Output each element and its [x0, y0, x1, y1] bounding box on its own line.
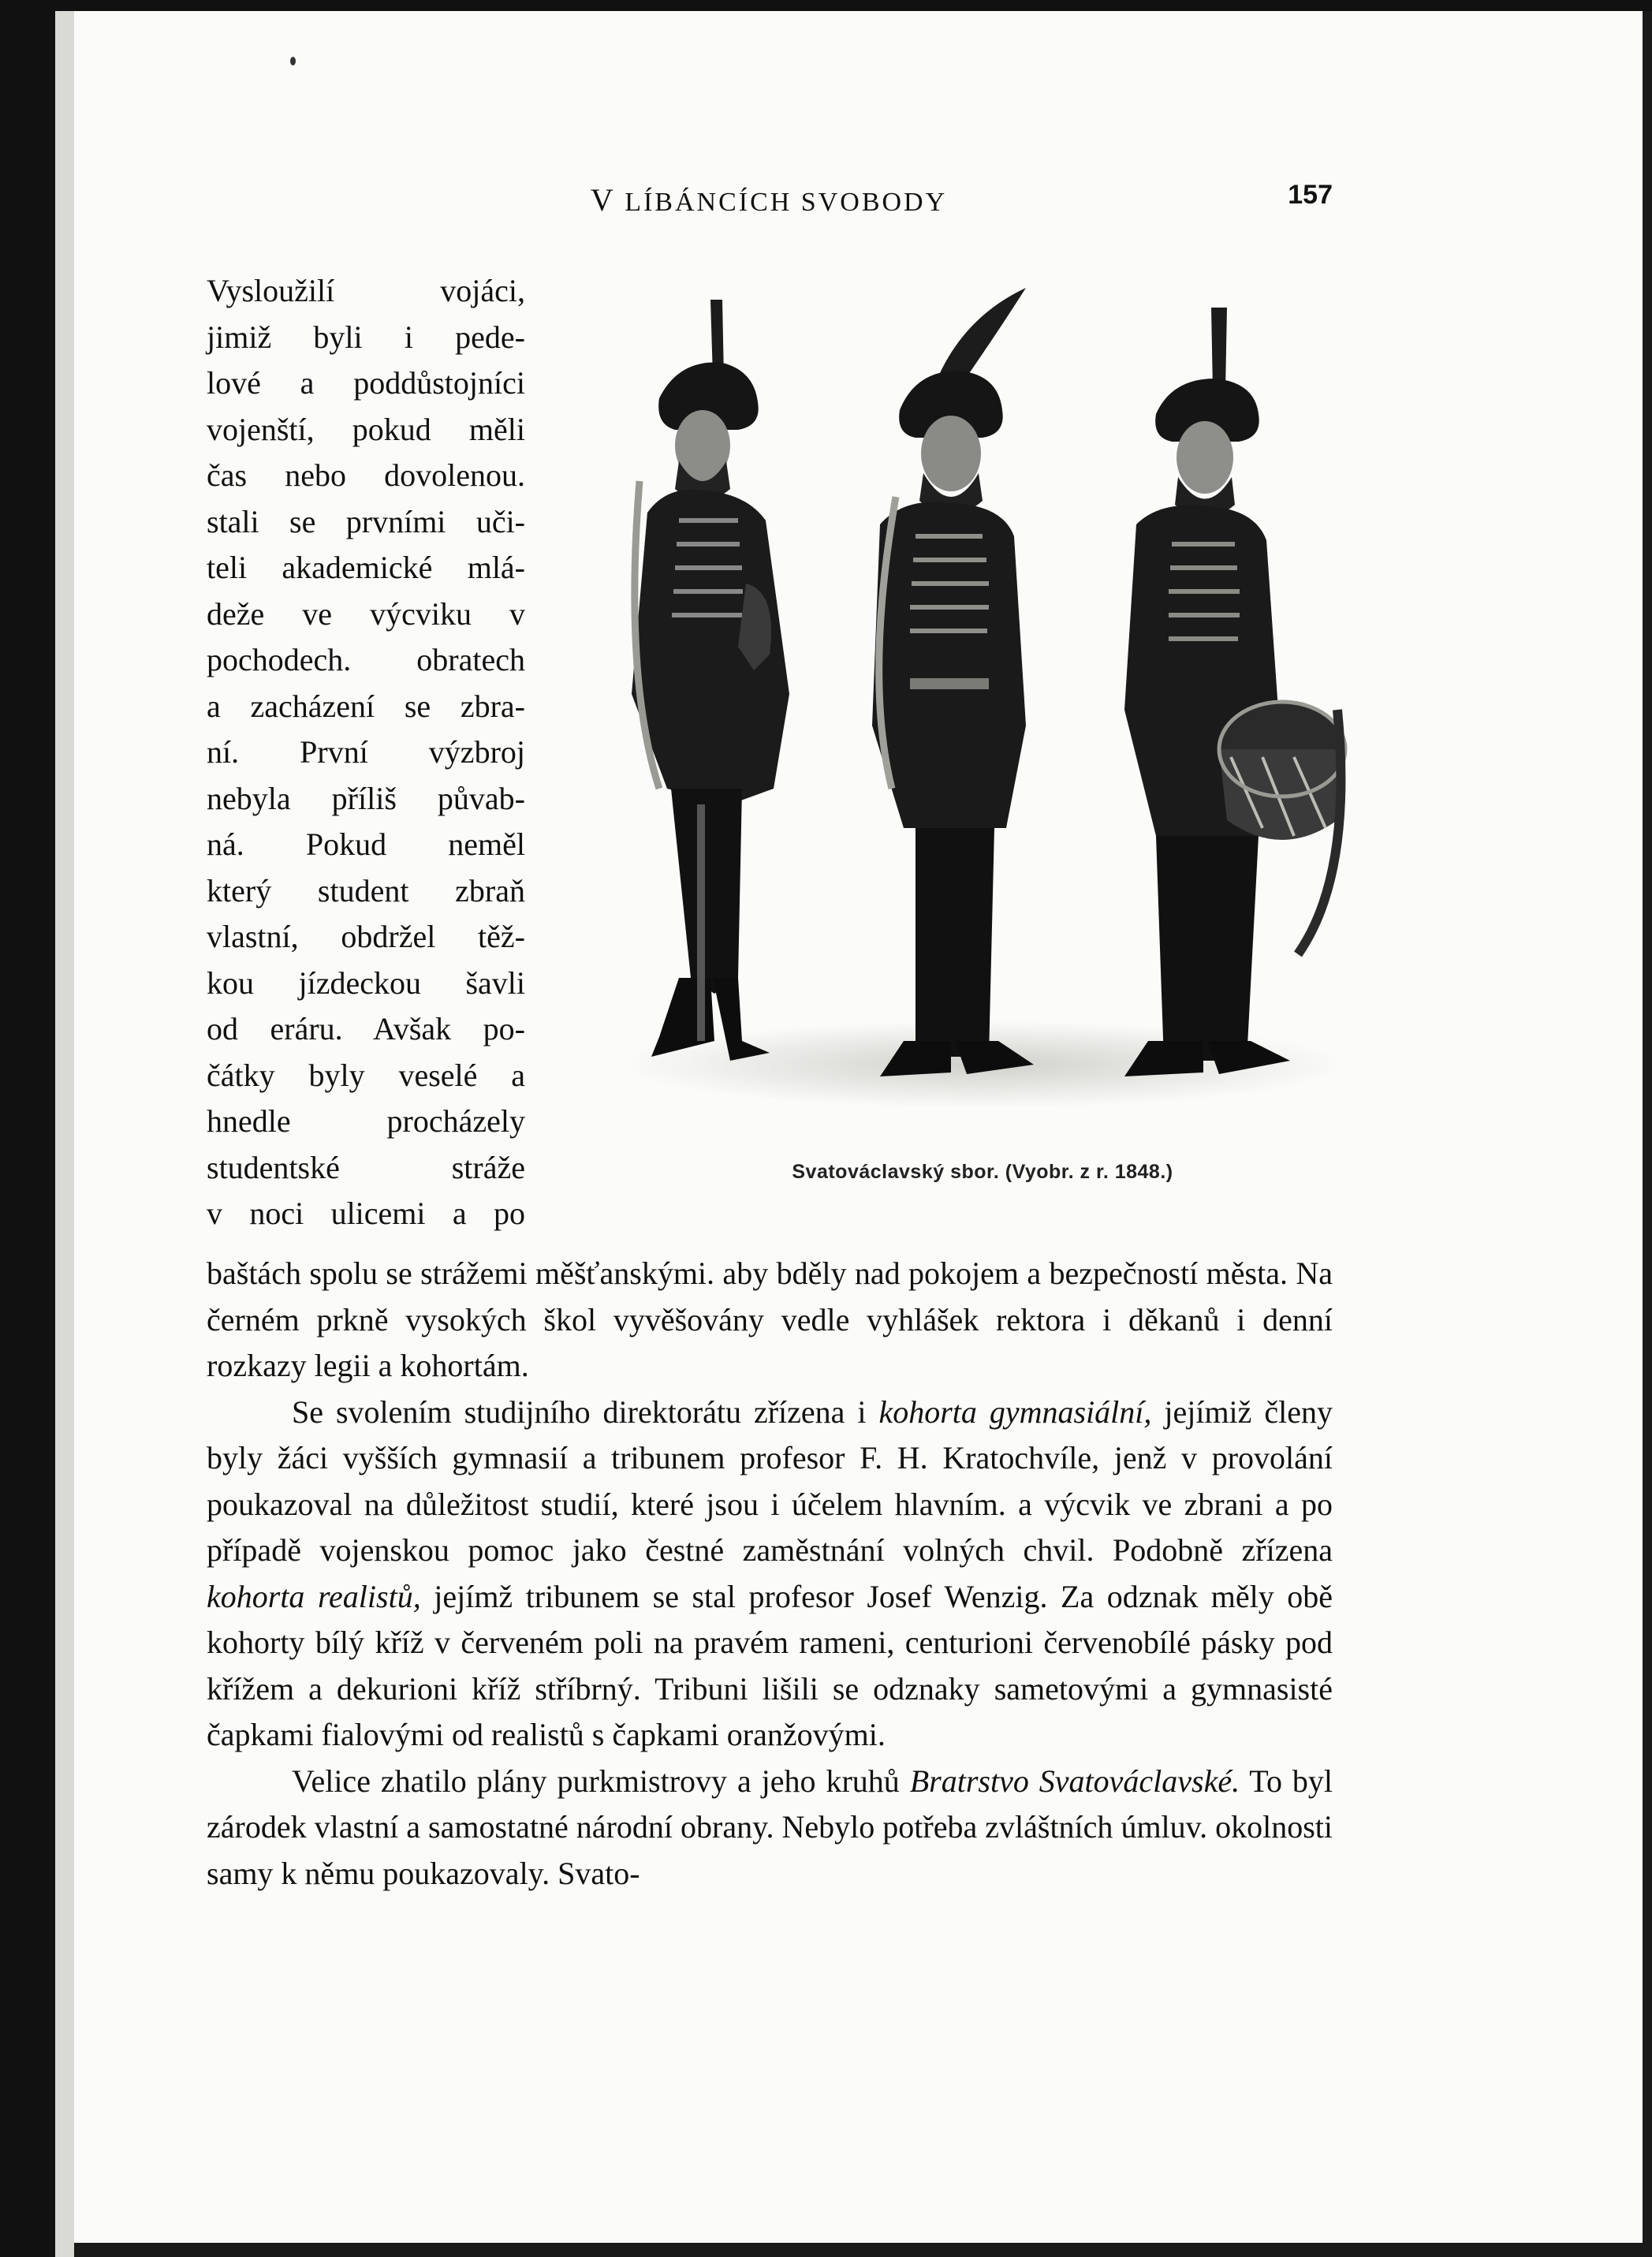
column-line: který student zbraň	[207, 872, 525, 908]
paragraph-1-continuation: baštách spolu se strážemi měšťanskými. aby bděly nad pokojem a bezpečností města. Na černém prkně vysokých škol vyvěšovány vedle vyhlášek rektora i děkanů i denní rozkazy legii a kohortám.	[207, 1255, 1333, 1383]
column-line: ná. Pokud neměl	[207, 826, 525, 862]
paragraph-3	[207, 1759, 1333, 1897]
para2-italic-kohorta-gymnasialni: kohorta gymnasiální,	[878, 1393, 1152, 1430]
scan-left-edge	[0, 0, 55, 2257]
para3-italic-bratrstvo: Bratrstvo Svatováclavské.	[909, 1763, 1240, 1799]
main-text	[207, 1251, 1333, 1897]
para2-text-e: jejímž tribunem se stal profesor Josef Wenzig. Za odznak měly obě kohorty bílý kříž v červeném poli na pravém rameni, centurioni červenobílé pásky pod křížem a dekurioni kříž stříbrný. Tribuni lišili se odznaky sametovými a gymnasisté čapkami fialovými od realistů s čapkami oranžovými.	[207, 1578, 1333, 1752]
running-head	[205, 181, 1333, 218]
running-head-title: LÍBÁNCÍCH SVOBODY	[625, 188, 948, 217]
column-line: deže ve výcviku v	[207, 595, 525, 632]
column-line: v noci ulicemi a po	[207, 1196, 525, 1231]
para2-text-a: Se svolením studijního direktorátu zřízena i	[292, 1393, 879, 1430]
left-text-column	[207, 268, 525, 1237]
column-line: teli akademické mlá-	[207, 550, 525, 585]
column-line: vlastní, obdržel těž-	[207, 919, 525, 954]
figure-caption: Svatováclavský sbor. (Vyobr. z r. 1848.)	[792, 1161, 1173, 1183]
column-line: a zacházení se zbra-	[207, 688, 525, 724]
running-head-initial: V	[590, 182, 616, 218]
column-line: nebyla příliš půvab-	[207, 780, 525, 816]
soldier-left	[632, 300, 789, 1061]
column-line: kou jízdeckou šavli	[207, 964, 525, 1001]
column-line: Vysloužilí vojáci,	[207, 273, 525, 308]
soldier-center	[872, 288, 1034, 1076]
page-header	[205, 180, 1333, 219]
paragraph-2	[207, 1390, 1333, 1759]
column-line: čátky byly veselé a	[207, 1057, 525, 1093]
column-line: čas nebo dovolenou.	[207, 457, 525, 493]
para3-text-a: Velice zhatilo plány purkmistrovy a jeho kruhů	[292, 1763, 910, 1799]
column-line: od eráru. Avšak po-	[207, 1011, 525, 1046]
column-line: vojenští, pokud měli	[207, 411, 525, 447]
drum	[1219, 702, 1345, 840]
soldiers-illustration	[604, 284, 1361, 1128]
column-line: stali se prvními uči-	[207, 503, 525, 539]
page-number: 157	[1288, 180, 1333, 210]
scan-top-edge	[0, 0, 1652, 11]
page-gutter	[55, 11, 74, 2257]
soldier-right-drummer	[1124, 308, 1345, 1076]
para2-text-c: jejímiž členy byly žáci vyšších gymnasií a tribunem profesor F. H. Kratochvíle, jenž v provolání poukazoval na důležitost studií, které jsou i účelem hlavním. a výcvik ve zbrani a po případě vojenskou pomoc jako čestné zaměstnání volných chvil. Podobně zřízena	[207, 1393, 1333, 1568]
column-line: hnedle procházely	[207, 1103, 525, 1139]
para3-text-c: To byl zárodek vlastní a samostatné národní obrany. Nebylo potřeba zvláštních úmluv. okolnosti samy k němu poukazovaly. Svato-	[207, 1763, 1333, 1891]
para2-italic-kohorta-realistu: kohorta realistů,	[207, 1578, 421, 1614]
column-line: ní. První výzbroj	[207, 734, 525, 770]
column-line: jimiž byli i pede-	[207, 319, 525, 355]
print-speck	[290, 57, 296, 65]
column-line: pochodech. obratech	[207, 642, 525, 677]
column-line: studentské stráže	[207, 1149, 525, 1185]
column-line: lové a poddůstojníci	[207, 365, 525, 401]
